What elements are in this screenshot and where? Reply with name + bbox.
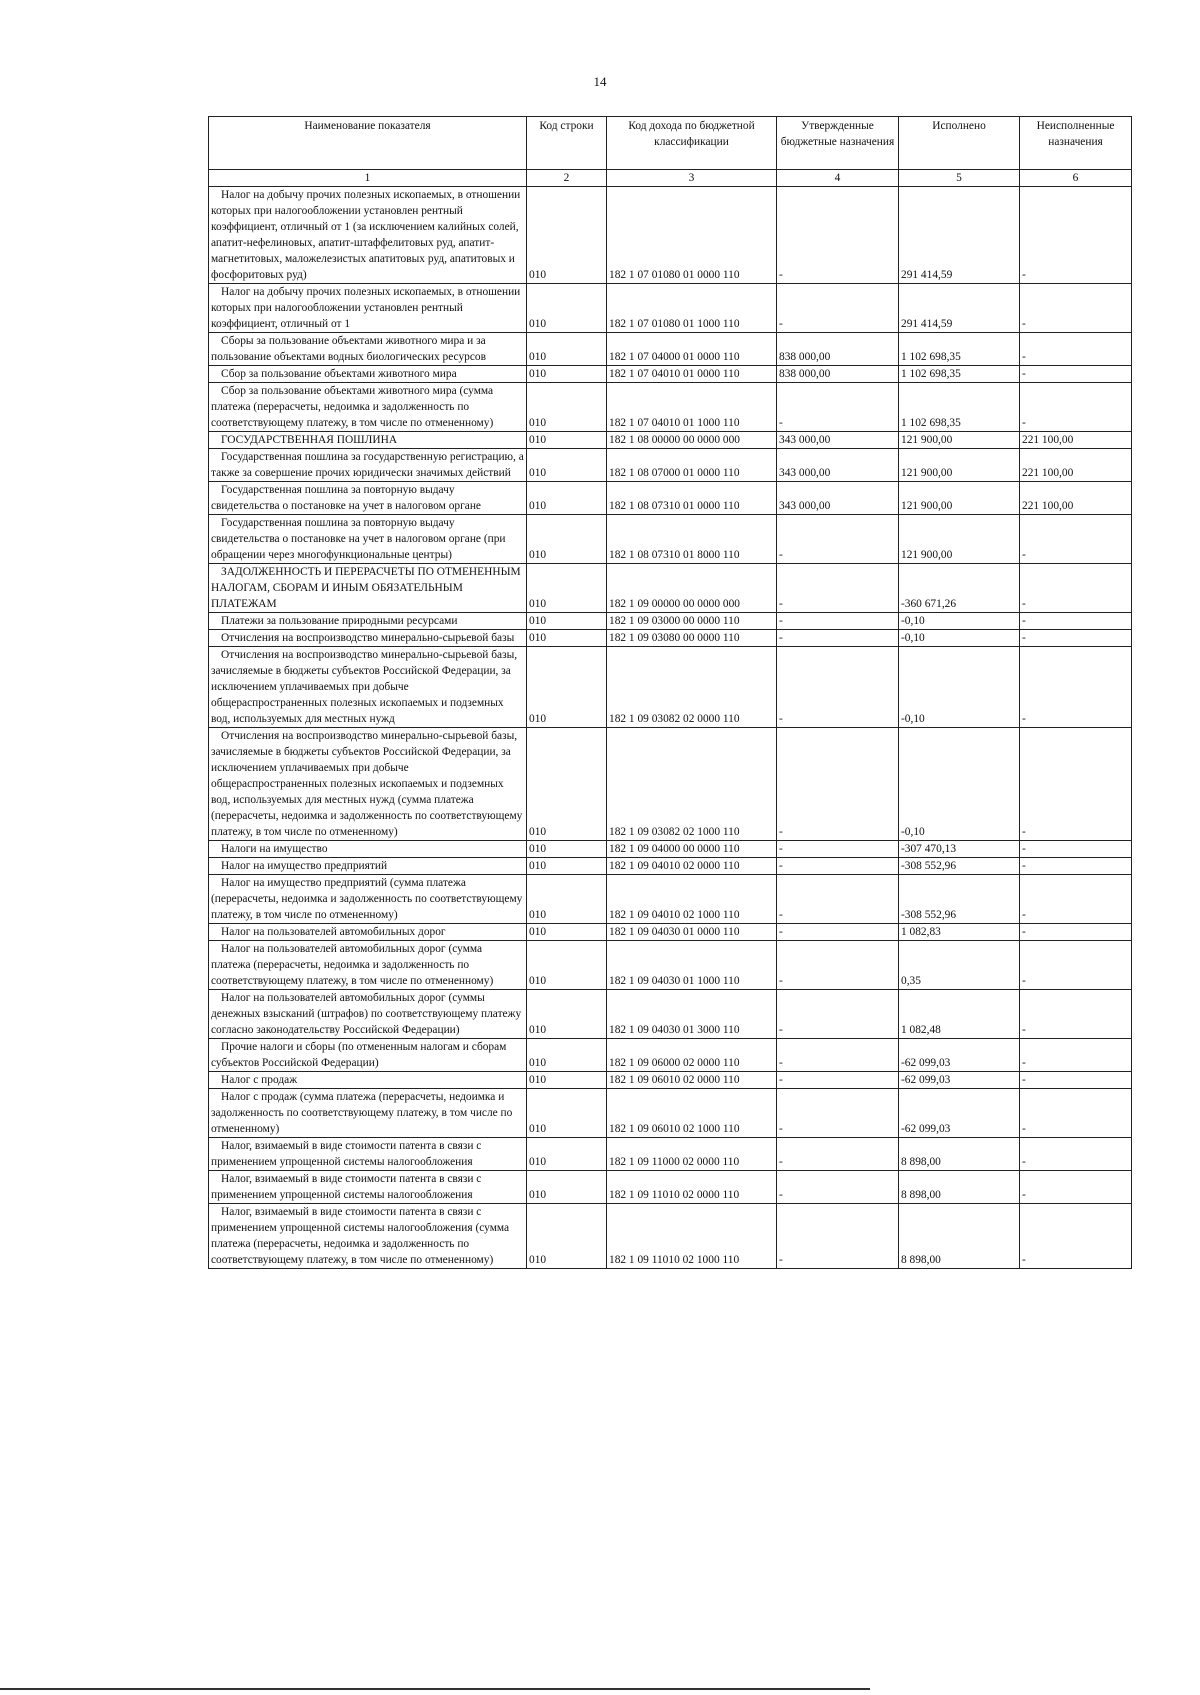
table-row: [209, 383, 1132, 432]
unexecuted-amount: -: [1020, 941, 1132, 990]
unexecuted-amount: -: [1020, 1089, 1132, 1138]
unexecuted-amount: -: [1020, 647, 1132, 728]
line-code: 010: [527, 1171, 607, 1204]
executed-amount: 121 900,00: [899, 482, 1020, 515]
table-row: [209, 333, 1132, 366]
approved-amount: -: [777, 924, 899, 941]
income-code: 182 1 09 11000 02 0000 110: [607, 1138, 777, 1171]
line-code: 010: [527, 941, 607, 990]
approved-amount: -: [777, 187, 899, 284]
table-row: [209, 728, 1132, 841]
unexecuted-amount: 221 100,00: [1020, 482, 1132, 515]
executed-amount: -0,10: [899, 630, 1020, 647]
line-code: 010: [527, 728, 607, 841]
approved-amount: -: [777, 875, 899, 924]
table-row: [209, 482, 1132, 515]
unexecuted-amount: -: [1020, 990, 1132, 1039]
table-row: [209, 366, 1132, 383]
indicator-name: Налог, взимаемый в виде стоимости патента в связи с применением упрощенной системы налогообложения: [209, 1171, 527, 1204]
approved-amount: -: [777, 630, 899, 647]
unexecuted-amount: -: [1020, 613, 1132, 630]
table-row: [209, 449, 1132, 482]
line-code: 010: [527, 924, 607, 941]
income-code: 182 1 09 03000 00 0000 110: [607, 613, 777, 630]
indicator-name: Налог на пользователей автомобильных дорог (сумма платежа (перерасчеты, недоимка и задолженность по соответствующему платежу, в том числе по отмененному): [209, 941, 527, 990]
table-row: [209, 1089, 1132, 1138]
income-code: 182 1 09 04030 01 1000 110: [607, 941, 777, 990]
table-row: [209, 841, 1132, 858]
column-number: 2: [527, 170, 607, 187]
table-row: [209, 875, 1132, 924]
indicator-name: Налог на добычу прочих полезных ископаемых, в отношении которых при налогообложении установлен рентный коэффициент, отличный от 1: [209, 284, 527, 333]
column-number-row: [209, 170, 1132, 187]
approved-amount: 838 000,00: [777, 333, 899, 366]
line-code: 010: [527, 858, 607, 875]
executed-amount: 121 900,00: [899, 432, 1020, 449]
executed-amount: 291 414,59: [899, 284, 1020, 333]
unexecuted-amount: -: [1020, 924, 1132, 941]
executed-amount: 1 082,48: [899, 990, 1020, 1039]
income-code: 182 1 09 11010 02 0000 110: [607, 1171, 777, 1204]
table-row: [209, 858, 1132, 875]
page-number: 14: [593, 74, 607, 89]
income-code: 182 1 09 11010 02 1000 110: [607, 1204, 777, 1269]
executed-amount: 8 898,00: [899, 1138, 1020, 1171]
income-code: 182 1 09 04030 01 3000 110: [607, 990, 777, 1039]
executed-amount: 121 900,00: [899, 449, 1020, 482]
column-number: 4: [777, 170, 899, 187]
line-code: 010: [527, 515, 607, 564]
income-code: 182 1 07 01080 01 0000 110: [607, 187, 777, 284]
indicator-name: Сбор за пользование объектами животного мира: [209, 366, 527, 383]
table-row: [209, 990, 1132, 1039]
column-number: 3: [607, 170, 777, 187]
income-code: 182 1 09 04000 00 0000 110: [607, 841, 777, 858]
table-row: [209, 564, 1132, 613]
unexecuted-amount: -: [1020, 841, 1132, 858]
income-code: 182 1 09 06010 02 0000 110: [607, 1072, 777, 1089]
executed-amount: 8 898,00: [899, 1204, 1020, 1269]
executed-amount: 1 102 698,35: [899, 383, 1020, 432]
header-executed: Исполнено: [899, 117, 1020, 170]
indicator-name: Государственная пошлина за повторную выдачу свидетельства о постановке на учет в налоговом органе: [209, 482, 527, 515]
line-code: 010: [527, 482, 607, 515]
unexecuted-amount: -: [1020, 1138, 1132, 1171]
indicator-name: ЗАДОЛЖЕННОСТЬ И ПЕРЕРАСЧЕТЫ ПО ОТМЕНЕННЫМ НАЛОГАМ, СБОРАМ И ИНЫМ ОБЯЗАТЕЛЬНЫМ ПЛАТЕЖАМ: [209, 564, 527, 613]
income-code: 182 1 09 00000 00 0000 000: [607, 564, 777, 613]
indicator-name: Налог, взимаемый в виде стоимости патента в связи с применением упрощенной системы налогообложения (сумма платежа (перерасчеты, недоимка и задолженность по соответствующему платежу, в том числе по отмененному): [209, 1204, 527, 1269]
line-code: 010: [527, 613, 607, 630]
executed-amount: 0,35: [899, 941, 1020, 990]
income-code: 182 1 08 07310 01 0000 110: [607, 482, 777, 515]
table-row: [209, 1039, 1132, 1072]
unexecuted-amount: -: [1020, 1072, 1132, 1089]
indicator-name: Налог на имущество предприятий (сумма платежа (перерасчеты, недоимка и задолженность по соответствующему платежу, в том числе по отмененному): [209, 875, 527, 924]
table-row: [209, 1138, 1132, 1171]
unexecuted-amount: -: [1020, 515, 1132, 564]
approved-amount: -: [777, 383, 899, 432]
approved-amount: -: [777, 1072, 899, 1089]
indicator-name: Налог на пользователей автомобильных дорог: [209, 924, 527, 941]
unexecuted-amount: -: [1020, 875, 1132, 924]
approved-amount: -: [777, 990, 899, 1039]
table-row: [209, 924, 1132, 941]
indicator-name: Государственная пошлина за повторную выдачу свидетельства о постановке на учет в налоговом органе (при обращении через многофункциональные центры): [209, 515, 527, 564]
indicator-name: Налог с продаж (сумма платежа (перерасчеты, недоимка и задолженность по соответствующему платежу, в том числе по отмененному): [209, 1089, 527, 1138]
table-row: [209, 941, 1132, 990]
line-code: 010: [527, 564, 607, 613]
table-row: [209, 630, 1132, 647]
header-unexecuted: Неисполненные назначения: [1020, 117, 1132, 170]
executed-amount: -62 099,03: [899, 1039, 1020, 1072]
indicator-name: Налог с продаж: [209, 1072, 527, 1089]
budget-report-table: [208, 116, 1132, 1269]
approved-amount: -: [777, 841, 899, 858]
table-row: [209, 515, 1132, 564]
approved-amount: -: [777, 728, 899, 841]
approved-amount: -: [777, 1138, 899, 1171]
executed-amount: -360 671,26: [899, 564, 1020, 613]
income-code: 182 1 09 03082 02 1000 110: [607, 728, 777, 841]
executed-amount: -308 552,96: [899, 875, 1020, 924]
indicator-name: Отчисления на воспроизводство минерально-сырьевой базы, зачисляемые в бюджеты субъектов Российской Федерации, за исключением уплачиваемых при добыче общераспространенных полезных ископаемых и подземных вод, используемых для местных нужд: [209, 647, 527, 728]
executed-amount: -62 099,03: [899, 1072, 1020, 1089]
unexecuted-amount: 221 100,00: [1020, 432, 1132, 449]
income-code: 182 1 09 06010 02 1000 110: [607, 1089, 777, 1138]
executed-amount: -0,10: [899, 613, 1020, 630]
line-code: 010: [527, 1138, 607, 1171]
executed-amount: 291 414,59: [899, 187, 1020, 284]
approved-amount: -: [777, 1171, 899, 1204]
header-line-code: Код строки: [527, 117, 607, 170]
table-body: [209, 187, 1132, 1269]
line-code: 010: [527, 366, 607, 383]
income-code: 182 1 07 04010 01 0000 110: [607, 366, 777, 383]
line-code: 010: [527, 187, 607, 284]
line-code: 010: [527, 630, 607, 647]
unexecuted-amount: -: [1020, 284, 1132, 333]
column-number: 1: [209, 170, 527, 187]
executed-amount: -0,10: [899, 728, 1020, 841]
executed-amount: 1 102 698,35: [899, 333, 1020, 366]
column-number: 6: [1020, 170, 1132, 187]
table-row: [209, 1171, 1132, 1204]
approved-amount: -: [777, 284, 899, 333]
indicator-name: Налог, взимаемый в виде стоимости патента в связи с применением упрощенной системы налогообложения: [209, 1138, 527, 1171]
line-code: 010: [527, 333, 607, 366]
table-row: [209, 1072, 1132, 1089]
table-row: [209, 432, 1132, 449]
income-code: 182 1 07 04010 01 1000 110: [607, 383, 777, 432]
approved-amount: -: [777, 564, 899, 613]
approved-amount: 343 000,00: [777, 449, 899, 482]
income-code: 182 1 09 06000 02 0000 110: [607, 1039, 777, 1072]
income-code: 182 1 08 07000 01 0000 110: [607, 449, 777, 482]
unexecuted-amount: -: [1020, 630, 1132, 647]
approved-amount: 343 000,00: [777, 432, 899, 449]
line-code: 010: [527, 449, 607, 482]
approved-amount: -: [777, 1039, 899, 1072]
unexecuted-amount: -: [1020, 383, 1132, 432]
indicator-name: Налог на пользователей автомобильных дорог (суммы денежных взысканий (штрафов) по соответствующему платежу согласно законодательству Российской Федерации): [209, 990, 527, 1039]
table-row: [209, 187, 1132, 284]
line-code: 010: [527, 1204, 607, 1269]
indicator-name: Платежи за пользование природными ресурсами: [209, 613, 527, 630]
income-code: 182 1 07 04000 01 0000 110: [607, 333, 777, 366]
unexecuted-amount: -: [1020, 1039, 1132, 1072]
indicator-name: Отчисления на воспроизводство минерально-сырьевой базы: [209, 630, 527, 647]
indicator-name: Сбор за пользование объектами животного мира (сумма платежа (перерасчеты, недоимка и задолженность по соответствующему платежу, в том числе по отмененному): [209, 383, 527, 432]
approved-amount: 838 000,00: [777, 366, 899, 383]
header-indicator-name: Наименование показателя: [209, 117, 527, 170]
unexecuted-amount: -: [1020, 1171, 1132, 1204]
approved-amount: -: [777, 647, 899, 728]
approved-amount: -: [777, 858, 899, 875]
column-number: 5: [899, 170, 1020, 187]
line-code: 010: [527, 1089, 607, 1138]
table-row: [209, 284, 1132, 333]
indicator-name: Государственная пошлина за государственную регистрацию, а также за совершение прочих юридически значимых действий: [209, 449, 527, 482]
line-code: 010: [527, 383, 607, 432]
executed-amount: 1 082,83: [899, 924, 1020, 941]
indicator-name: Налоги на имущество: [209, 841, 527, 858]
unexecuted-amount: -: [1020, 858, 1132, 875]
indicator-name: Сборы за пользование объектами животного мира и за пользование объектами водных биологических ресурсов: [209, 333, 527, 366]
executed-amount: 1 102 698,35: [899, 366, 1020, 383]
approved-amount: 343 000,00: [777, 482, 899, 515]
header-income-code: Код дохода по бюджетной классификации: [607, 117, 777, 170]
line-code: 010: [527, 841, 607, 858]
executed-amount: -0,10: [899, 647, 1020, 728]
income-code: 182 1 09 03082 02 0000 110: [607, 647, 777, 728]
header-approved: Утвержденные бюджетные назначения: [777, 117, 899, 170]
income-code: 182 1 09 04030 01 0000 110: [607, 924, 777, 941]
table-row: [209, 613, 1132, 630]
executed-amount: -62 099,03: [899, 1089, 1020, 1138]
line-code: 010: [527, 1039, 607, 1072]
line-code: 010: [527, 875, 607, 924]
executed-amount: -307 470,13: [899, 841, 1020, 858]
unexecuted-amount: -: [1020, 366, 1132, 383]
unexecuted-amount: -: [1020, 1204, 1132, 1269]
unexecuted-amount: -: [1020, 333, 1132, 366]
unexecuted-amount: 221 100,00: [1020, 449, 1132, 482]
line-code: 010: [527, 284, 607, 333]
income-code: 182 1 07 01080 01 1000 110: [607, 284, 777, 333]
table-row: [209, 647, 1132, 728]
unexecuted-amount: -: [1020, 187, 1132, 284]
unexecuted-amount: -: [1020, 728, 1132, 841]
executed-amount: 121 900,00: [899, 515, 1020, 564]
line-code: 010: [527, 647, 607, 728]
indicator-name: Налог на имущество предприятий: [209, 858, 527, 875]
approved-amount: -: [777, 941, 899, 990]
approved-amount: -: [777, 1204, 899, 1269]
executed-amount: -308 552,96: [899, 858, 1020, 875]
footer-divider: [0, 1688, 870, 1690]
indicator-name: Прочие налоги и сборы (по отмененным налогам и сборам субъектов Российской Федерации): [209, 1039, 527, 1072]
income-code: 182 1 09 04010 02 0000 110: [607, 858, 777, 875]
income-code: 182 1 09 03080 00 0000 110: [607, 630, 777, 647]
indicator-name: ГОСУДАРСТВЕННАЯ ПОШЛИНА: [209, 432, 527, 449]
indicator-name: Налог на добычу прочих полезных ископаемых, в отношении которых при налогообложении установлен рентный коэффициент, отличный от 1 (за исключением калийных солей, апатит-нефелиновых, апатит-штаффелитовых руд, апатит-магнетитовых, маложелезистых апатитовых руд, апатитовых и фосфоритовых руд): [209, 187, 527, 284]
income-code: 182 1 08 07310 01 8000 110: [607, 515, 777, 564]
unexecuted-amount: -: [1020, 564, 1132, 613]
table-row: [209, 1204, 1132, 1269]
line-code: 010: [527, 1072, 607, 1089]
line-code: 010: [527, 432, 607, 449]
table-header-row: [209, 117, 1132, 170]
executed-amount: 8 898,00: [899, 1171, 1020, 1204]
income-code: 182 1 08 00000 00 0000 000: [607, 432, 777, 449]
approved-amount: -: [777, 1089, 899, 1138]
indicator-name: Отчисления на воспроизводство минерально-сырьевой базы, зачисляемые в бюджеты субъектов Российской Федерации, за исключением уплачиваемых при добыче общераспространенных полезных ископаемых и подземных вод, используемых для местных нужд (сумма платежа (перерасчеты, недоимка и задолженность по соответствующему платежу, в том числе по отмененному): [209, 728, 527, 841]
approved-amount: -: [777, 515, 899, 564]
income-code: 182 1 09 04010 02 1000 110: [607, 875, 777, 924]
approved-amount: -: [777, 613, 899, 630]
line-code: 010: [527, 990, 607, 1039]
